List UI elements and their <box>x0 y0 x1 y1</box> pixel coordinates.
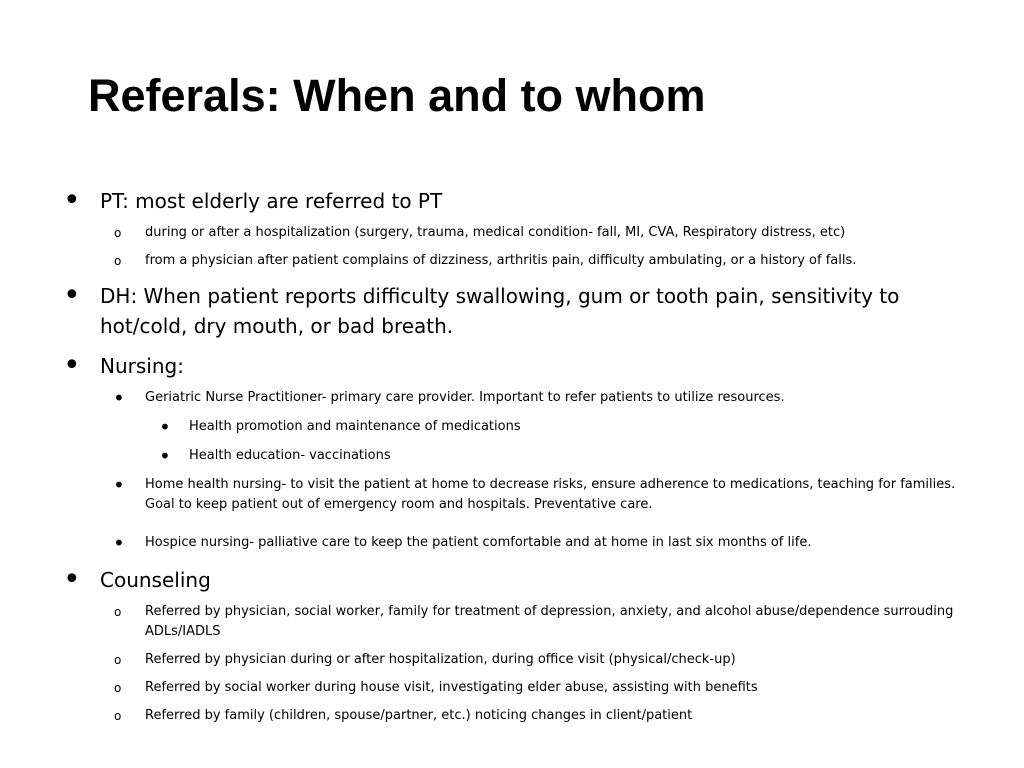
list-item-text: Geriatric Nurse Practitioner- primary care provider. Important to refer patients to utilize resources. <box>145 390 785 405</box>
bullet-disc: • <box>63 348 81 383</box>
bullet-circle: o <box>114 653 122 667</box>
slide-title: Referals: When and to whom <box>88 70 706 121</box>
list-item-text: PT: most elderly are referred to PT <box>100 189 443 213</box>
bullet-circle: o <box>114 226 122 240</box>
bullet-circle: o <box>114 605 122 619</box>
list-item-text: DH: When patient reports difficulty swallowing, gum or tooth pain, sensitivity to hot/cold, dry mouth, or bad breath. <box>100 284 900 338</box>
bullet-disc: • <box>63 562 81 597</box>
bullet-disc: • <box>159 415 171 439</box>
list-item-text: Referred by family (children, spouse/partner, etc.) noticing changes in client/patient <box>145 708 693 723</box>
bullet-circle: o <box>114 254 122 268</box>
list-item-text: Hospice nursing- palliative care to keep the patient comfortable and at home in last six months of life. <box>145 535 812 550</box>
bullet-disc: • <box>159 444 171 468</box>
list-item-text: Referred by physician during or after hospitalization, during office visit (physical/check-up) <box>145 652 736 667</box>
bullet-circle: o <box>114 681 122 695</box>
list-item-text: from a physician after patient complains of dizziness, arthritis pain, difficulty ambulating, or a history of falls. <box>145 253 857 268</box>
list-item-text: Home health nursing- to visit the patient at home to decrease risks, ensure adherence to medications, teaching for families. Goal to keep patient out of emergency room and hospitals. Preventative care. <box>145 477 956 512</box>
bullet-disc: • <box>113 473 125 497</box>
list-item-text: Nursing: <box>100 354 184 378</box>
list-item-text: Health education- vaccinations <box>189 448 391 463</box>
list-item-text: Referred by physician, social worker, family for treatment of depression, anxiety, and alcohol abuse/dependence surrouding ADLs/IADLS <box>145 604 954 639</box>
list-item-text: Counseling <box>100 568 211 592</box>
list-item-text: Health promotion and maintenance of medications <box>189 419 521 434</box>
bullet-disc: • <box>63 183 81 218</box>
bullet-disc: • <box>113 531 125 555</box>
bullet-circle: o <box>114 709 122 723</box>
bullet-disc: • <box>113 386 125 410</box>
list-item-text: Referred by social worker during house visit, investigating elder abuse, assisting with benefits <box>145 680 758 695</box>
list-item-text: during or after a hospitalization (surgery, trauma, medical condition- fall, MI, CVA, Respiratory distress, etc) <box>145 225 846 240</box>
bullet-disc: • <box>63 278 81 313</box>
